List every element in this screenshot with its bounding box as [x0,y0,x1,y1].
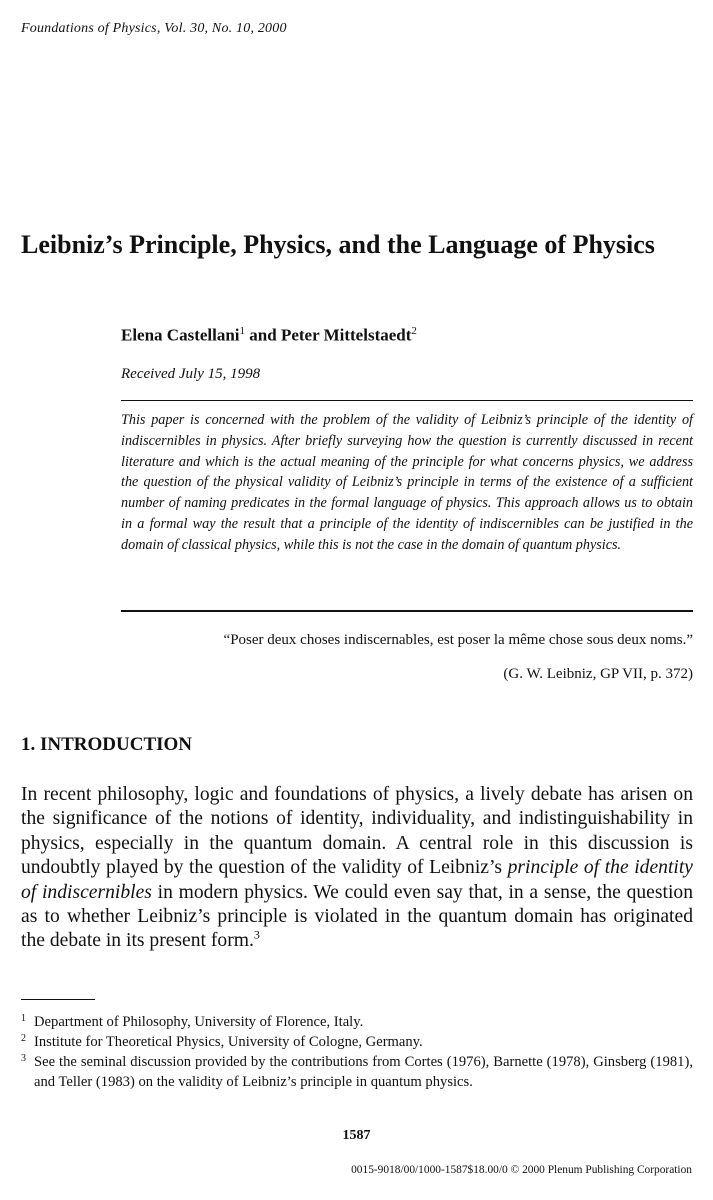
footnote-reference: 3 [253,927,260,942]
paragraph-text: in modern physics. We could even say that, in a sense, the question as to whether Leibniz’s principle is violated in the quantum domain has originated the debate in its present form. [21,881,693,952]
footnote [21,1012,693,1032]
abstract-bottom-rule [121,610,693,612]
epigraph-quote: “Poser deux choses indiscernables, est poser la même chose sous deux noms.” [223,632,693,648]
section-heading: 1. INTRODUCTION [21,734,193,755]
abstract-text: This paper is concerned with the problem of the validity of Leibniz’s principle of the identity of indiscernibles in physics. After briefly surveying how the question is currently discussed in recent literature and which is the actual meaning of the principle for what concerns physics, we address the question of the physical validity of Leibniz’s principle in terms of the existence of a sufficient number of naming predicates in the formal language of physics. This approach allows us to obtain in a formal way the result that a principle of the identity of indiscernibles can be justified in the domain of classical physics, while this is not the case in the domain of quantum physics. [121,412,693,553]
publisher-imprint: 0015-9018/00/1000-1587$18.00/0 © 2000 Plenum Publishing Corporation [351,1164,692,1176]
affiliation-mark: 1 [239,325,246,337]
article-title: Leibniz’s Principle, Physics, and the Language of Physics [21,230,655,259]
affiliation-mark: 2 [411,325,417,337]
paragraph-text: In recent philosophy, logic and foundations of physics, a lively debate has arisen on the significance of the notions of identity, individuality, and indistinguishability in physics, especially in the quantum domain. A central role in this discussion is undoubtly played by the question of the validity of Leibniz’s [21,784,693,879]
footnote-mark: 1 [21,1013,26,1024]
footnote-mark: 3 [21,1053,26,1064]
footnote-text: See the seminal discussion provided by the contributions from Cortes (1976), Barnette (1978), Ginsberg (1981), and Teller (1983) on the validity of Leibniz’s principle in quantum physics. [34,1054,693,1090]
footnote-text: Institute for Theoretical Physics, University of Cologne, Germany. [34,1034,423,1050]
author-line [121,325,417,346]
footnote-mark: 2 [21,1033,26,1044]
footnote [21,1052,693,1092]
received-date: Received July 15, 1998 [121,366,261,382]
footnote-text: Department of Philosophy, University of Florence, Italy. [34,1014,364,1030]
footnote [21,1032,693,1052]
author-name: Elena Castellani [121,325,240,345]
abstract-top-rule [121,400,693,401]
footnote-rule [21,999,95,1000]
epigraph-source: (G. W. Leibniz, GP VII, p. 372) [503,666,693,682]
page-number: 1587 [342,1128,371,1143]
emphasized-term: principle of the identity of indiscernibles [21,857,693,903]
journal-citation: Foundations of Physics, Vol. 30, No. 10, 2000 [21,21,287,36]
introduction-paragraph [21,783,693,954]
author-conjunction: and [245,325,281,345]
author-name: Peter Mittelstaedt [280,325,412,345]
